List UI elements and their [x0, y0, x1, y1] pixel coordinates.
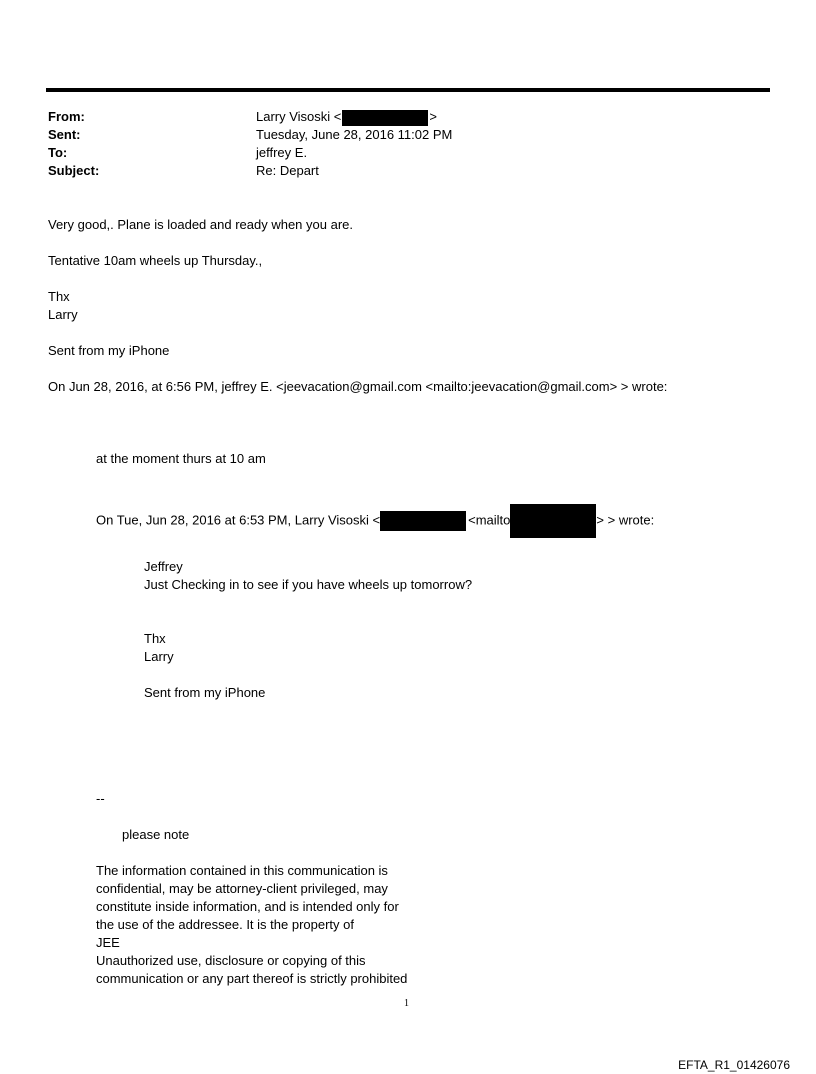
disclaimer-line: confidential, may be attorney-client privileged, may: [96, 881, 388, 896]
redaction-box: [342, 110, 428, 126]
quote2-question: Just Checking in to see if you have wheels up tomorrow?: [144, 577, 473, 592]
quote2-jeffrey: Jeffrey: [144, 559, 183, 574]
header-rule: [46, 88, 770, 92]
quote-header-1: On Jun 28, 2016, at 6:56 PM, jeffrey E. <jeevacation@gmail.com <mailto:jeevacation@gmail.com> > wrote:: [48, 379, 668, 394]
disclaimer-line: Unauthorized use, disclosure or copying of this: [96, 953, 366, 968]
quote2-thx: Thx: [144, 631, 166, 646]
disclaimer-line: constitute inside information, and is intended only for: [96, 899, 399, 914]
quote2-header-end: > > wrote:: [596, 512, 655, 528]
disclaimer-line: the use of the addressee. It is the property of: [96, 917, 354, 932]
redaction-box: [380, 511, 466, 531]
disclaimer-line: The information contained in this communication is: [96, 863, 388, 878]
body-thx: Thx: [48, 289, 70, 304]
sent-value: Tuesday, June 28, 2016 11:02 PM: [256, 127, 453, 142]
from-close: >: [429, 109, 437, 124]
from-value: [256, 108, 437, 126]
document-id: EFTA_R1_01426076: [678, 1058, 790, 1072]
page-number: 1: [404, 998, 409, 1009]
body-line-1: Very good,. Plane is loaded and ready when you are.: [48, 217, 353, 232]
disclaimer-line: JEE: [96, 935, 120, 950]
quote2-larry: Larry: [144, 649, 174, 664]
signature-please-note: please note: [122, 827, 190, 842]
subject-value: Re: Depart: [256, 163, 319, 178]
body-larry: Larry: [48, 307, 78, 322]
quote2-sent-from: Sent from my iPhone: [144, 685, 266, 700]
quote1-text: at the moment thurs at 10 am: [96, 451, 266, 466]
quote2-header-start: On Tue, Jun 28, 2016 at 6:53 PM, Larry Visoski <: [96, 512, 381, 528]
body-sent-from: Sent from my iPhone: [48, 343, 170, 358]
from-name: Larry Visoski <: [256, 109, 342, 124]
sent-label: Sent:: [48, 127, 81, 142]
signature-dashes: --: [96, 791, 105, 806]
quote2-header-mid: <mailto: [468, 512, 511, 528]
disclaimer-line: communication or any part thereof is strictly prohibited: [96, 971, 408, 986]
to-label: To:: [48, 145, 68, 160]
quote-header-2: [96, 504, 654, 538]
subject-label: Subject:: [48, 163, 100, 178]
to-value: jeffrey E.: [256, 145, 308, 160]
signature-disclaimer: [96, 862, 407, 988]
body-line-2: Tentative 10am wheels up Thursday.,: [48, 253, 263, 268]
from-label: From:: [48, 109, 85, 124]
redaction-box: [510, 504, 596, 538]
